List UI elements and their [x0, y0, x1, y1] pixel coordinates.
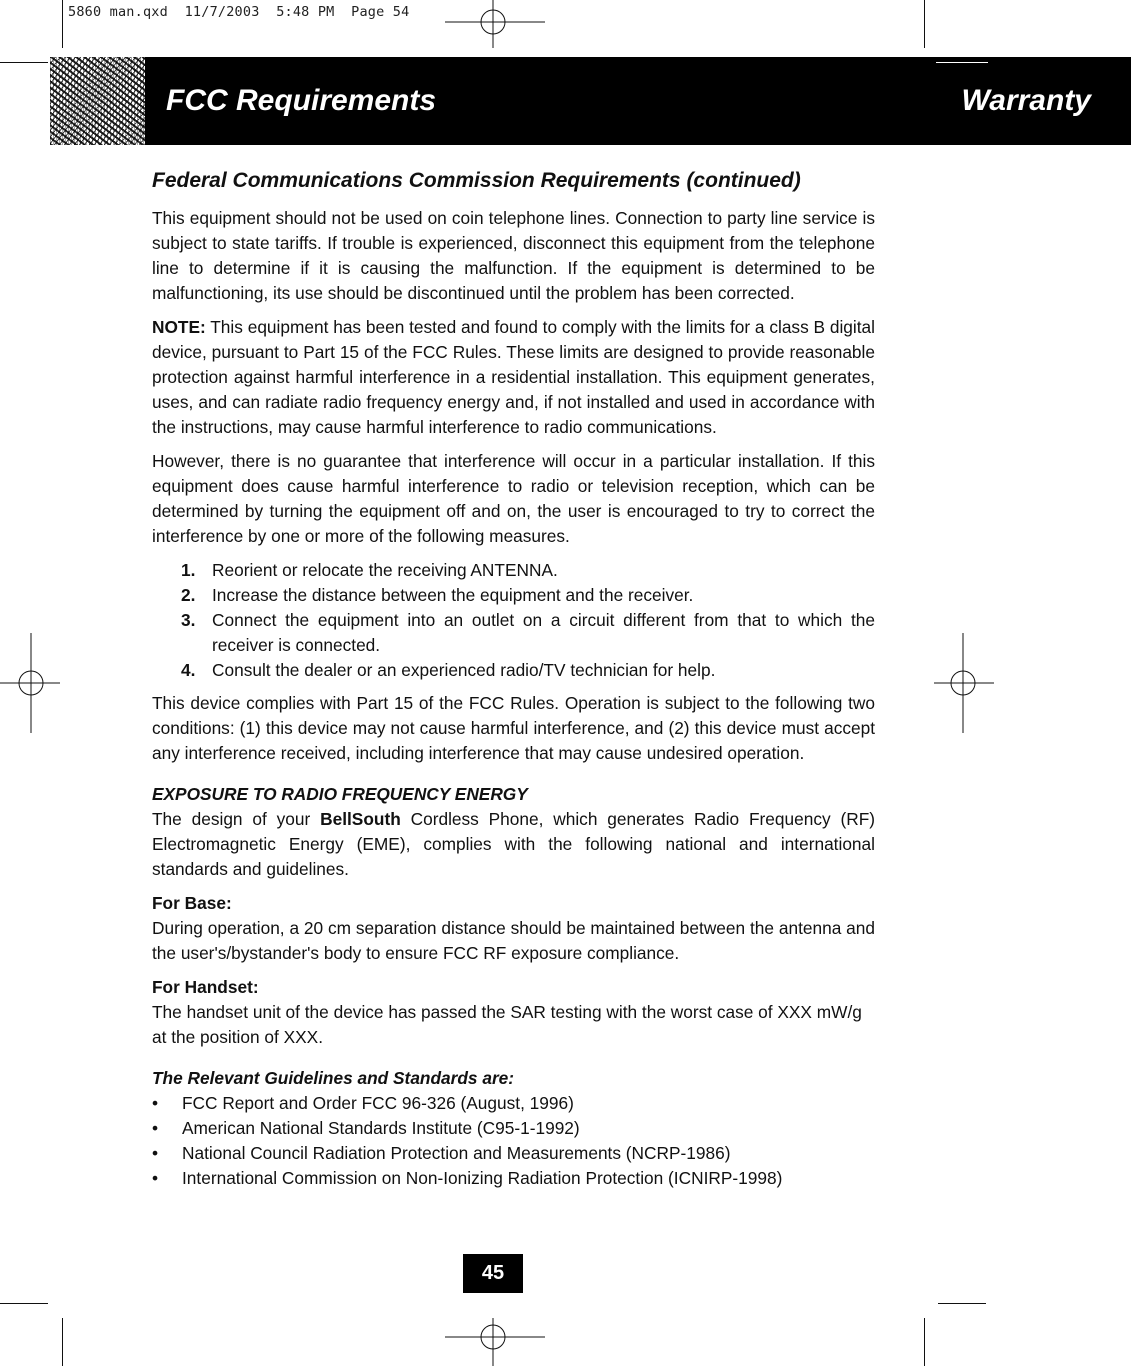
list-item: • FCC Report and Order FCC 96-326 (August, 1996) — [152, 1093, 574, 1113]
paragraph-note — [152, 315, 875, 440]
list-item: • National Council Radiation Protection and Measurements (NCRP-1986) — [152, 1143, 731, 1163]
paragraph-base: During operation, a 20 cm separation distance should be maintained between the antenna and the user's/bystander's body to ensure FCC RF exposure compliance. — [152, 918, 875, 963]
paragraph-exposure: The design of your BellSouth Cordless Phone, which generates Radio Frequency (RF) Electromagnetic Energy (EME), complies with the following national and international standards and guidelines. — [152, 809, 876, 879]
list-item: 2. Increase the distance between the equipment and the receiver. — [181, 585, 694, 605]
guidelines-title: The Relevant Guidelines and Standards are: — [152, 1068, 515, 1088]
crop-mark — [62, 0, 63, 48]
crop-mark — [0, 62, 48, 63]
main-content — [152, 166, 875, 1191]
note-text: This equipment has been tested and found to comply with the limits for a class B digital device, pursuant to Part 15 of the FCC Rules. These limits are designed to provide reasonable protection against harmful interference in a residential installation. This equipment generates, uses, and can radiate radio frequency energy and, if not installed and used in accordance with the instructions, may cause harmful interference to radio communications. — [152, 317, 875, 437]
note-label: NOTE: — [152, 317, 206, 337]
handset-line-2: at the position of XXX. — [152, 1027, 323, 1047]
guidelines-list — [152, 1091, 875, 1191]
header-title-right: Warranty — [961, 84, 1091, 117]
crop-mark — [62, 1318, 63, 1366]
list-item: • American National Standards Institute (C95-1-1992) — [152, 1118, 580, 1138]
crop-mark — [924, 0, 925, 48]
handset-line-1: The handset unit of the device has passed the SAR testing with the worst case of XXX mW/g — [152, 1002, 862, 1022]
header-divider — [936, 62, 988, 63]
paragraph-coin-lines: This equipment should not be used on coin telephone lines. Connection to party line service is subject to state tariffs. If trouble is experienced, disconnect this equipment from the telephone line to determine if it is causing the malfunction. If the equipment is determined to be malfunctioning, its use should be discontinued until the problem has been corrected. — [152, 208, 875, 303]
paragraph-part15: This device complies with Part 15 of the FCC Rules. Operation is subject to the following two conditions: (1) this device may not cause harmful interference, and (2) this device must accept any interference received, including interference that may cause undesired operation. — [152, 693, 875, 763]
header-pattern-graphic — [50, 57, 145, 145]
brand-name: BellSouth — [320, 809, 401, 829]
printer-slug: 5860 man.qxd 11/7/2003 5:48 PM Page 54 — [68, 4, 410, 20]
section-heading: Federal Communications Commission Requirements (continued) — [152, 169, 801, 192]
exposure-title: EXPOSURE TO RADIO FREQUENCY ENERGY — [152, 784, 528, 804]
header-title-left: FCC Requirements — [166, 84, 437, 117]
crop-mark — [924, 1318, 925, 1366]
list-item: • International Commission on Non-Ionizing Radiation Protection (ICNIRP-1998) — [152, 1168, 783, 1188]
crop-mark — [938, 1303, 986, 1304]
registration-mark-top — [445, 0, 545, 48]
list-item: 1. Reorient or relocate the receiving ANTENNA. — [181, 560, 558, 580]
registration-mark-right — [934, 633, 994, 733]
base-title: For Base: — [152, 893, 232, 913]
measures-list — [152, 558, 875, 683]
list-item: 3. Connect the equipment into an outlet on a circuit different from that to which the receiver is connected. — [181, 610, 875, 655]
registration-mark-left — [0, 633, 60, 733]
crop-mark — [0, 1303, 48, 1304]
handset-title: For Handset: — [152, 977, 259, 997]
page-number: 45 — [463, 1254, 523, 1293]
paragraph-interference: However, there is no guarantee that interference will occur in a particular installation. If this equipment does cause harmful interference to radio or television reception, which can be determined by turning the equipment off and on, the user is encouraged to try to correct the interference by one or more of the following measures. — [152, 451, 875, 546]
list-item: 4. Consult the dealer or an experienced radio/TV technician for help. — [181, 660, 716, 680]
registration-mark-bottom — [445, 1318, 545, 1366]
